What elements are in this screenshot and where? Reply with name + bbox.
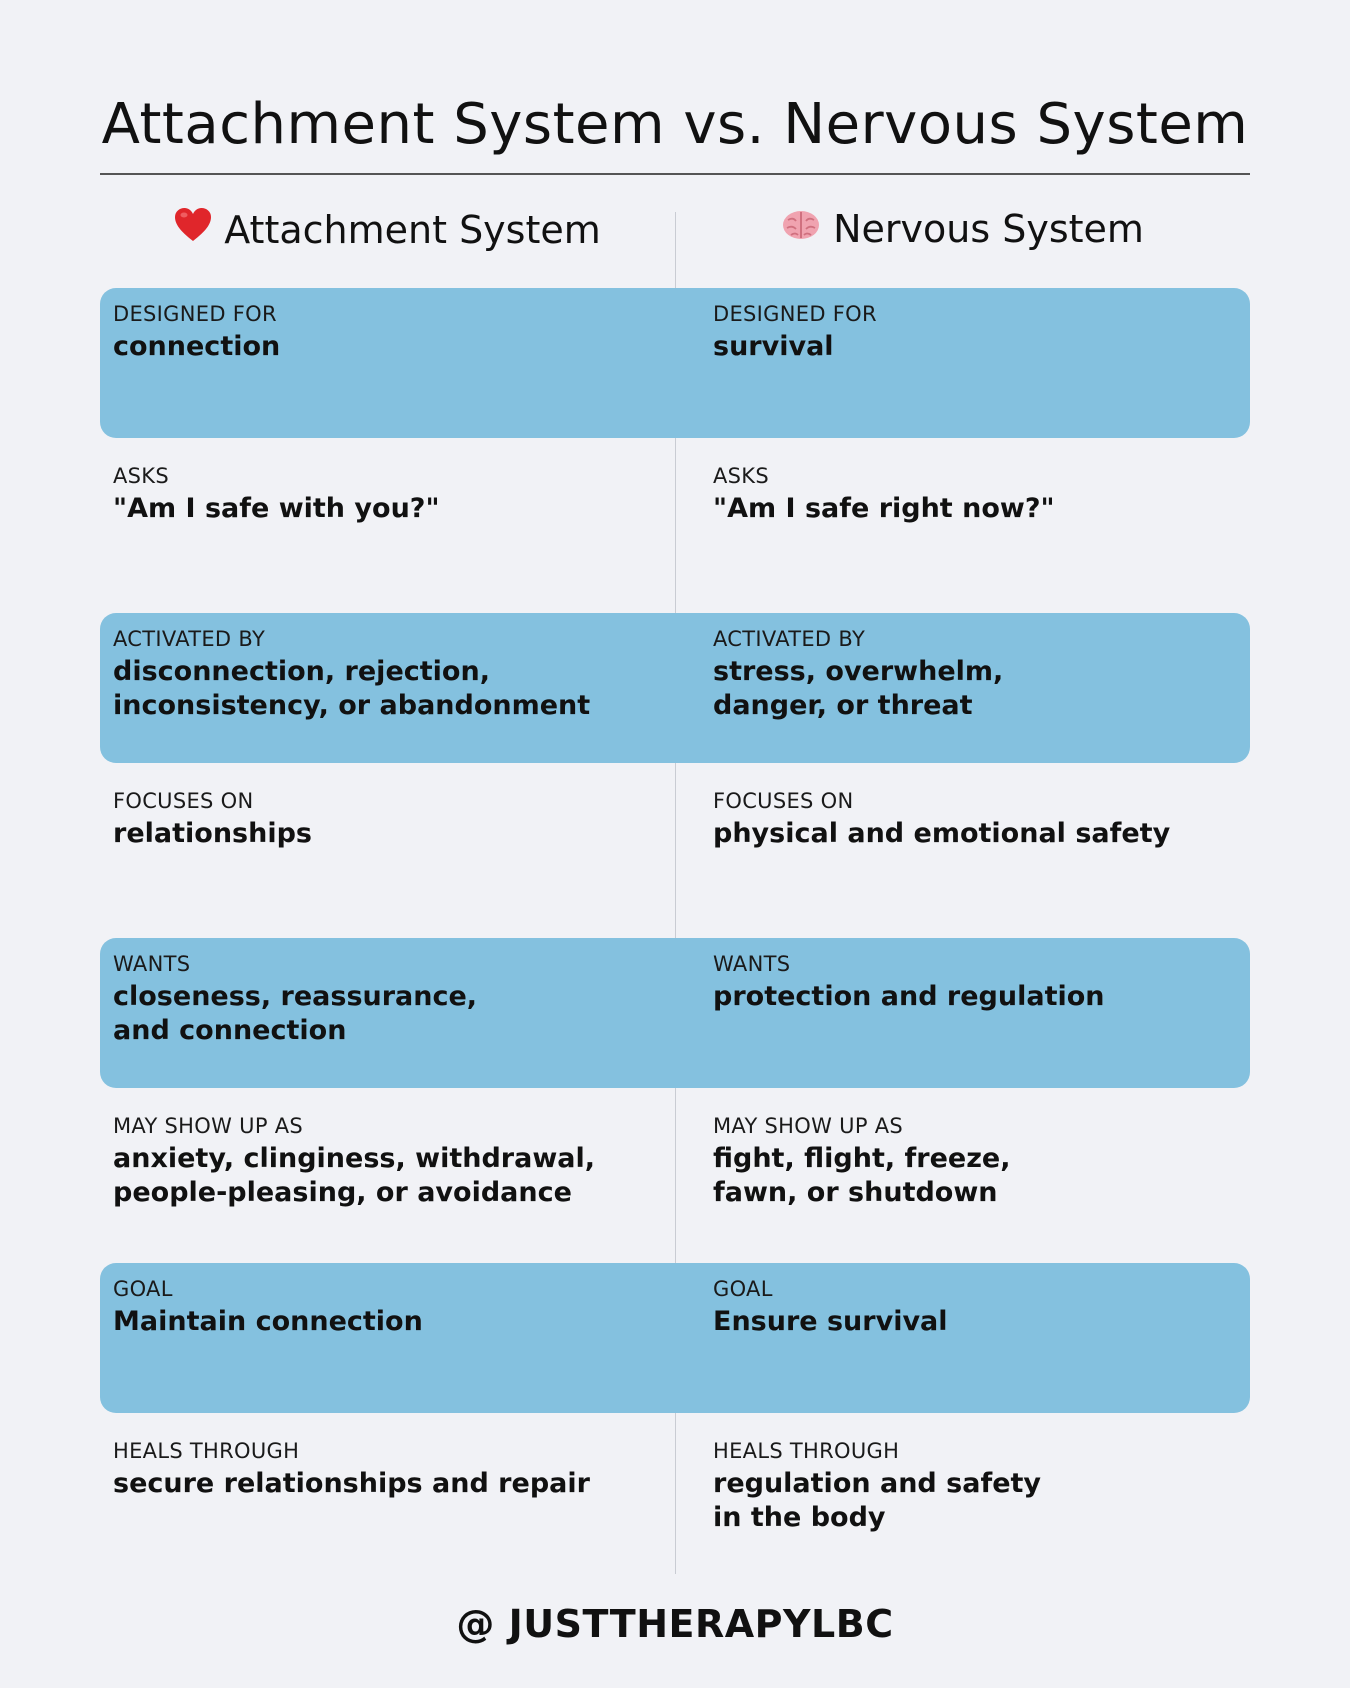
row-value: stress, overwhelm, danger, or threat	[713, 656, 1004, 721]
row-label: ASKS	[713, 464, 769, 488]
row-label: HEALS THROUGH	[113, 1439, 300, 1463]
row-label: ASKS	[113, 464, 169, 488]
row-value: relationships	[113, 818, 312, 849]
row-focuses-on	[100, 775, 1250, 925]
row-label: WANTS	[713, 952, 791, 976]
row-value: "Am I safe right now?"	[713, 493, 1055, 524]
brain-icon	[781, 207, 821, 251]
row-asks	[100, 450, 1250, 600]
row-value: secure relationships and repair	[113, 1468, 590, 1499]
row-value: survival	[713, 331, 834, 362]
row-value: connection	[113, 331, 281, 362]
row-label: GOAL	[113, 1277, 173, 1301]
row-label: FOCUSES ON	[713, 789, 854, 813]
row-value: physical and emotional safety	[713, 818, 1171, 849]
row-label: WANTS	[113, 952, 191, 976]
row-value: fight, flight, freeze, fawn, or shutdown	[713, 1143, 1011, 1208]
row-value: regulation and safety in the body	[713, 1468, 1042, 1533]
page-title: Attachment System vs. Nervous System	[101, 92, 1249, 157]
row-value: anxiety, clinginess, withdrawal, people-pleasing, or avoidance	[113, 1143, 596, 1208]
row-value: "Am I safe with you?"	[113, 493, 440, 524]
heart-icon	[174, 207, 212, 252]
column-heading-left: Attachment System	[224, 207, 601, 252]
row-label: ACTIVATED BY	[713, 627, 866, 651]
row-designed-for	[100, 288, 1250, 438]
row-value: closeness, reassurance, and connection	[113, 981, 478, 1046]
row-label: MAY SHOW UP AS	[113, 1114, 304, 1138]
row-goal	[100, 1263, 1250, 1413]
row-activated-by	[100, 613, 1250, 763]
column-header-nervous	[675, 207, 1250, 251]
row-label: MAY SHOW UP AS	[713, 1114, 904, 1138]
row-value: protection and regulation	[713, 981, 1105, 1012]
row-label: HEALS THROUGH	[713, 1439, 900, 1463]
title-divider	[100, 173, 1250, 175]
row-may-show-up-as	[100, 1100, 1250, 1250]
row-value: disconnection, rejection, inconsistency, or abandonment	[113, 656, 591, 721]
column-heading-right: Nervous System	[833, 207, 1144, 251]
row-wants	[100, 938, 1250, 1088]
row-label: FOCUSES ON	[113, 789, 254, 813]
column-header-attachment	[100, 207, 675, 252]
row-value: Ensure survival	[713, 1306, 948, 1337]
row-heals-through	[100, 1425, 1250, 1575]
row-value: Maintain connection	[113, 1306, 423, 1337]
row-label: DESIGNED FOR	[113, 302, 277, 326]
row-label: DESIGNED FOR	[713, 302, 877, 326]
row-label: ACTIVATED BY	[113, 627, 266, 651]
row-label: GOAL	[713, 1277, 773, 1301]
footer-handle: @ JUSTTHERAPYLBC	[456, 1602, 894, 1646]
